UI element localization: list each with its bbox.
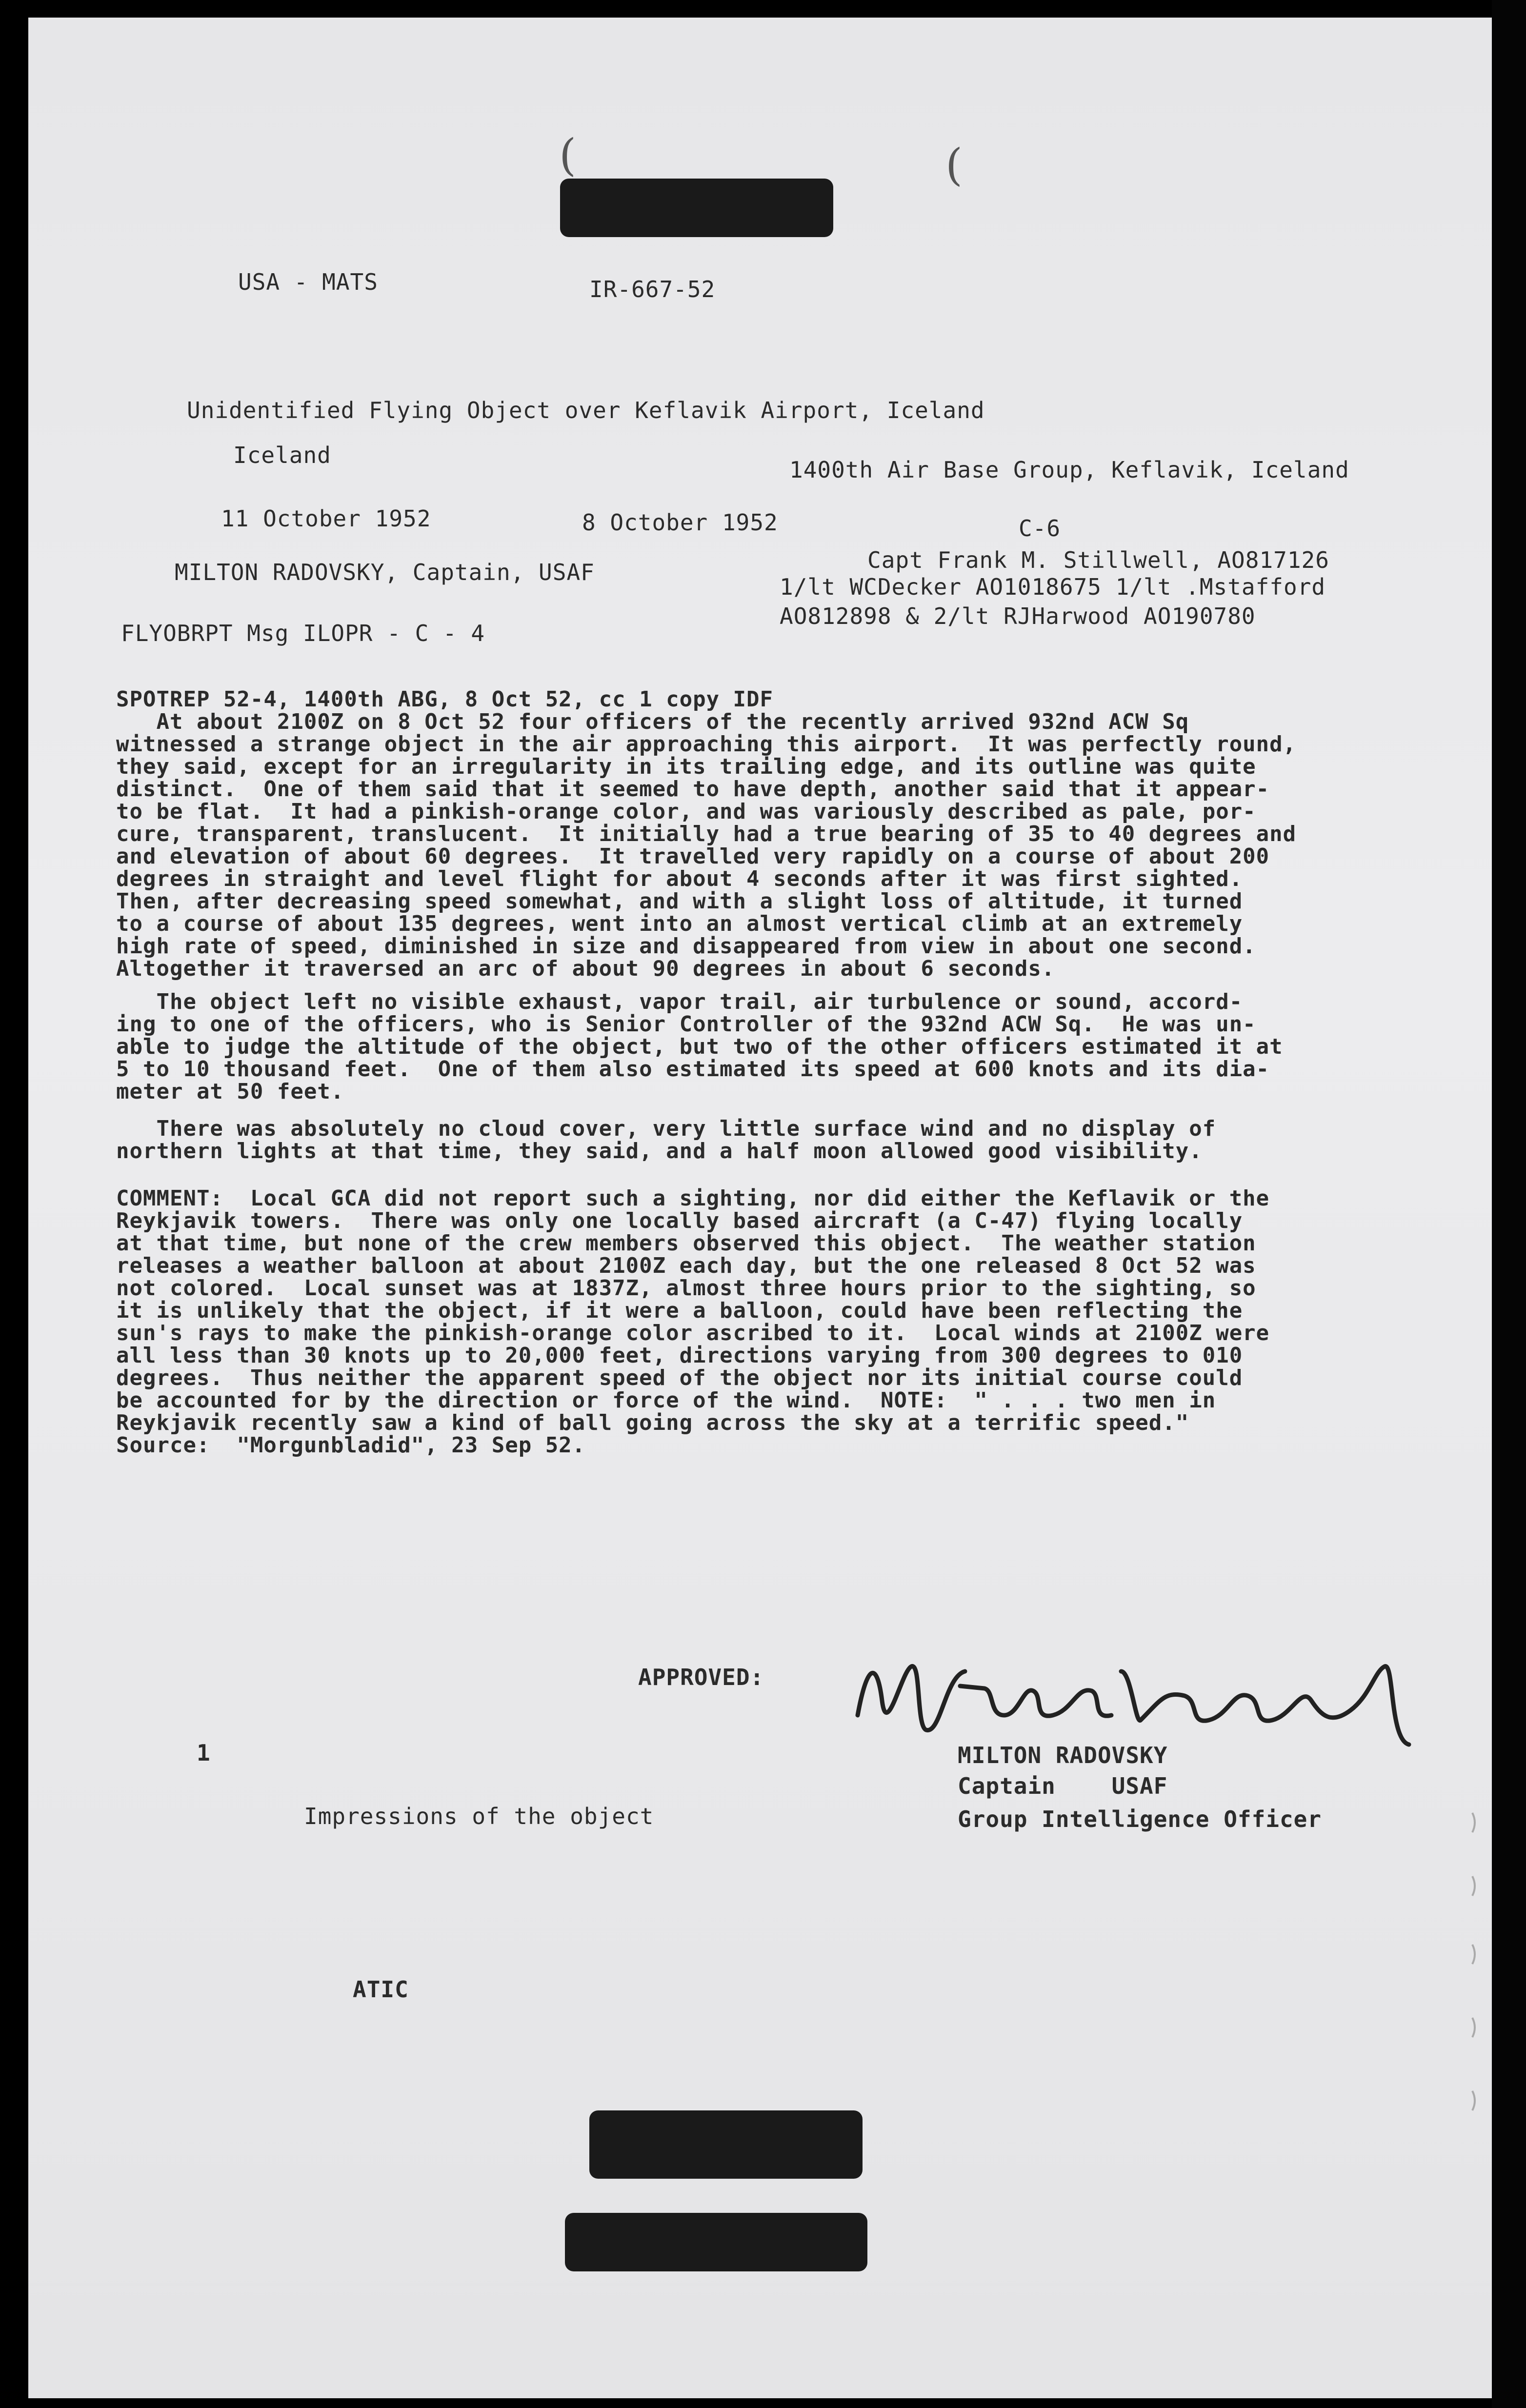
comment-line: degrees. Thus neither the apparent speed of the object nor its initial course could [116, 1365, 1243, 1390]
approver-title: Group Intelligence Officer [958, 1806, 1322, 1832]
report-number: IR-667-52 [589, 276, 716, 302]
summary-line: high rate of speed, diminished in size and disappeared from view in about one second. [116, 934, 1256, 959]
enclosure-count: 1 [197, 1740, 211, 1766]
comment-line: all less than 30 knots up to 20,000 feet, directions varying from 300 degrees to 010 [116, 1343, 1243, 1368]
comment-line: not colored. Local sunset was at 1837Z, almost three hours prior to the sighting, so [116, 1276, 1256, 1301]
summary-line: northern lights at that time, they said, and a half moon allowed good visibility. [116, 1139, 1203, 1164]
info-date: 8 October 1952 [582, 509, 778, 536]
comment-line: releases a weather balloon at about 2100Z each day, but the one released 8 Oct 52 was [116, 1253, 1256, 1278]
summary-line: meter at 50 feet. [116, 1079, 344, 1104]
country: Iceland [233, 442, 331, 468]
summary-line: Altogether it traversed an arc of about 90 degrees in about 6 seconds. [116, 956, 1055, 981]
comment-line: Reykjavik towers. There was only one locally based aircraft (a C-47) flying locally [116, 1208, 1243, 1233]
comment-line: it is unlikely that the object, if it were a balloon, could have been reflecting the [116, 1298, 1243, 1323]
sources-line-1: Capt Frank M. Stillwell, AO817126 [867, 547, 1329, 573]
approved-label: APPROVED: [638, 1664, 764, 1690]
sources-line-2: 1/lt WCDecker AO1018675 1/lt .Mstafford [780, 574, 1326, 600]
enclosure-description: Impressions of the object [304, 1803, 654, 1829]
prepared-by: MILTON RADOVSKY, Captain, USAF [175, 559, 595, 585]
summary-line: ing to one of the officers, who is Senior Controller of the 932nd ACW Sq. He was un- [116, 1012, 1256, 1037]
binder-mark-right: ( [945, 140, 963, 191]
summary-line: At about 2100Z on 8 Oct 52 four officers of the recently arrived 932nd ACW Sq [116, 709, 1189, 734]
summary-line: they said, except for an irregularity in its trailing edge, and its outline was quite [116, 754, 1256, 779]
evaluation: C-6 [1019, 515, 1061, 542]
comment-line: COMMENT: Local GCA did not report such a sighting, nor did either the Keflavik or the [116, 1186, 1270, 1211]
comment-line: Reykjavik recently saw a kind of ball going across the sky at a terrific speed." [116, 1410, 1189, 1435]
summary-line: to a course of about 135 degrees, went into an almost vertical climb at an extremely [116, 911, 1243, 936]
summary-line: cure, transparent, translucent. It initially had a true bearing of 35 to 40 degrees and [116, 822, 1297, 846]
sources-line-3: AO812898 & 2/lt RJHarwood AO190780 [780, 603, 1256, 629]
summary-line: distinct. One of them said that it seemed to have depth, another said that it appear- [116, 777, 1270, 802]
redaction-top [560, 179, 833, 237]
summary-line: Then, after decreasing speed somewhat, and with a slight loss of altitude, it turned [116, 889, 1243, 914]
comment-line: sun's rays to make the pinkish-orange color ascribed to it. Local winds at 2100Z were [116, 1321, 1270, 1345]
comment-line: at that time, but none of the crew members observed this object. The weather station [116, 1231, 1256, 1256]
summary-line: witnessed a strange object in the air approaching this airport. It was perfectly round, [116, 732, 1297, 757]
distribution-header: USA - MATS [238, 269, 378, 295]
comment-line: be accounted for by the direction or force of the wind. NOTE: " . . . two men in [116, 1388, 1216, 1413]
approver-rank: Captain USAF [958, 1773, 1168, 1799]
edge-marks [1463, 1798, 1482, 2140]
comment-line: Source: "Morgunbladid", 23 Sep 52. [116, 1433, 586, 1458]
binder-mark-left: ( [559, 130, 577, 181]
summary-line: 5 to 10 thousand feet. One of them also estimated its speed at 600 knots and its dia- [116, 1057, 1270, 1082]
signature-image [848, 1642, 1433, 1759]
summary-line: SPOTREP 52-4, 1400th ABG, 8 Oct 52, cc 1 copy IDF [116, 687, 774, 712]
source-unit: 1400th Air Base Group, Keflavik, Iceland [789, 457, 1349, 483]
approver-name: MILTON RADOVSKY [958, 1742, 1168, 1768]
document-sheet [28, 18, 1492, 2398]
signature-text: Milton Radovsky [848, 1745, 936, 1757]
redaction-bottom-2 [565, 2213, 867, 2271]
distribution-footer: ATIC [353, 1976, 409, 2003]
summary-line: to be flat. It had a pinkish-orange color, and was variously described as pale, por- [116, 799, 1256, 824]
scan-edge [1492, 0, 1526, 2408]
summary-line: and elevation of about 60 degrees. It travelled very rapidly on a course of about 200 [116, 844, 1270, 869]
report-date: 11 October 1952 [221, 505, 431, 532]
summary-line: The object left no visible exhaust, vapor trail, air turbulence or sound, accord- [116, 989, 1243, 1014]
references: FLYOBRPT Msg ILOPR - C - 4 [121, 620, 485, 646]
redaction-bottom-1 [589, 2110, 863, 2179]
summary-line: degrees in straight and level flight for about 4 seconds after it was first sighted. [116, 866, 1243, 891]
summary-line: able to judge the altitude of the object, but two of the other officers estimated it at [116, 1034, 1283, 1059]
report-title: Unidentified Flying Object over Keflavik Airport, Iceland [187, 397, 985, 423]
summary-line: There was absolutely no cloud cover, very little surface wind and no display of [116, 1116, 1216, 1141]
